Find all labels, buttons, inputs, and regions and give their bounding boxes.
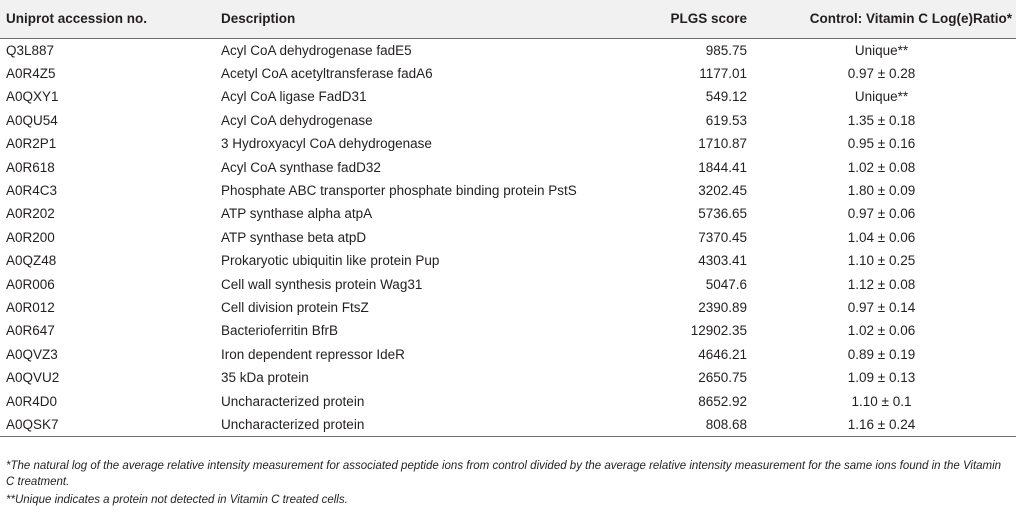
cell-accession: A0R647 — [6, 323, 55, 339]
cell-accession: A0R618 — [6, 159, 55, 175]
cell-plgs-score: 619.53 — [705, 112, 747, 128]
cell-description: Cell division protein FtsZ — [221, 299, 369, 315]
table-row — [0, 132, 1016, 155]
cell-description: Uncharacterized protein — [221, 393, 365, 409]
table-row — [0, 179, 1016, 202]
table-row — [0, 319, 1016, 342]
table-row — [0, 296, 1016, 319]
cell-description: Cell wall synthesis protein Wag31 — [221, 276, 423, 292]
cell-description: ATP synthase beta atpD — [221, 229, 367, 245]
cell-log-ratio: Unique** — [854, 89, 909, 105]
cell-accession: A0QU54 — [6, 112, 58, 128]
cell-description: 35 kDa protein — [221, 370, 309, 386]
table-row — [0, 343, 1016, 366]
cell-description: Bacterioferritin BfrB — [221, 323, 339, 339]
cell-accession: A0R200 — [6, 229, 55, 245]
cell-log-ratio: 1.02 ± 0.08 — [847, 159, 916, 175]
cell-log-ratio: 1.10 ± 0.1 — [851, 393, 912, 409]
cell-plgs-score: 1710.87 — [698, 136, 747, 152]
cell-log-ratio: 1.04 ± 0.06 — [847, 229, 916, 245]
cell-plgs-score: 2650.75 — [698, 370, 747, 386]
cell-plgs-score: 808.68 — [664, 413, 747, 437]
cell-plgs-score: 5736.65 — [698, 206, 747, 222]
footnote-unique: **Unique indicates a protein not detected in Vitamin C treated cells. — [6, 494, 348, 506]
cell-plgs-score: 7370.45 — [698, 229, 747, 245]
cell-plgs-score: 4303.41 — [698, 253, 747, 269]
table-row — [0, 109, 1016, 132]
cell-plgs-score: 8652.92 — [698, 393, 747, 409]
cell-log-ratio: 1.12 ± 0.08 — [847, 276, 916, 292]
cell-description: Acyl CoA dehydrogenase fadE5 — [221, 42, 412, 58]
cell-plgs-score: 12902.35 — [690, 323, 747, 339]
cell-plgs-score: 5047.6 — [705, 276, 747, 292]
table-row — [0, 202, 1016, 225]
cell-accession: A0QVZ3 — [6, 346, 58, 362]
cell-accession: A0QVU2 — [6, 370, 60, 386]
cell-description: Iron dependent repressor IdeR — [221, 346, 405, 362]
cell-plgs-score: 3202.45 — [698, 182, 747, 198]
cell-plgs-score: 985.75 — [705, 42, 747, 58]
table-row — [0, 249, 1016, 272]
cell-plgs-score: 1177.01 — [699, 65, 747, 81]
table-row — [0, 226, 1016, 249]
cell-accession: A0R4Z5 — [6, 65, 56, 81]
cell-plgs-score: 549.12 — [705, 89, 747, 105]
cell-log-ratio: 1.09 ± 0.13 — [847, 370, 916, 386]
cell-log-ratio: 0.97 ± 0.06 — [847, 206, 916, 222]
cell-accession: A0R012 — [6, 299, 55, 315]
cell-accession: A0QXY1 — [6, 89, 59, 105]
cell-description: Acyl CoA ligase FadD31 — [221, 89, 367, 105]
table-row — [0, 38, 1016, 62]
header-description: Description — [221, 0, 664, 38]
header-log-ratio: Control: Vitamin C Log(e)Ratio* — [747, 0, 1016, 38]
table-row — [0, 413, 1016, 437]
cell-log-ratio: 1.35 ± 0.18 — [847, 112, 916, 128]
cell-log-ratio: 0.97 ± 0.28 — [847, 65, 916, 81]
table-row — [0, 366, 1016, 389]
header-accession: Uniprot accession no. — [0, 0, 221, 38]
cell-log-ratio: 1.80 ± 0.09 — [847, 182, 916, 198]
cell-accession: Q3L887 — [6, 42, 55, 58]
cell-accession: A0R4D0 — [6, 393, 58, 409]
cell-description: Phosphate ABC transporter phosphate binding protein PstS — [221, 182, 577, 198]
cell-accession: A0R2P1 — [6, 136, 57, 152]
cell-plgs-score: 4646.21 — [698, 346, 747, 362]
table-row — [0, 85, 1016, 108]
cell-description: Prokaryotic ubiquitin like protein Pup — [221, 253, 440, 269]
cell-log-ratio: 0.97 ± 0.14 — [847, 299, 916, 315]
cell-description: ATP synthase alpha atpA — [221, 206, 373, 222]
cell-description: Acetyl CoA acetyltransferase fadA6 — [221, 65, 433, 81]
cell-accession: A0R4C3 — [6, 182, 58, 198]
cell-log-ratio: 0.89 ± 0.19 — [847, 346, 916, 362]
cell-log-ratio: 1.02 ± 0.06 — [847, 323, 916, 339]
cell-log-ratio: 0.95 ± 0.16 — [847, 136, 916, 152]
table-row — [0, 390, 1016, 413]
table-row — [0, 156, 1016, 179]
cell-log-ratio: 1.10 ± 0.25 — [847, 253, 916, 269]
cell-accession: A0R202 — [6, 206, 55, 222]
cell-accession: A0QSK7 — [0, 413, 221, 437]
cell-log-ratio: 1.16 ± 0.24 — [747, 413, 1016, 437]
table-header-row — [0, 0, 1016, 38]
cell-description: Uncharacterized protein — [221, 413, 664, 437]
cell-description: Acyl CoA synthase fadD32 — [221, 159, 381, 175]
table-footnotes — [6, 458, 1011, 510]
cell-log-ratio: Unique** — [854, 42, 909, 58]
table-row — [0, 62, 1016, 85]
cell-accession: A0R006 — [6, 276, 55, 292]
cell-description: Acyl CoA dehydrogenase — [221, 112, 373, 128]
cell-description: 3 Hydroxyacyl CoA dehydrogenase — [221, 136, 432, 152]
cell-plgs-score: 1844.41 — [698, 159, 747, 175]
table-body — [0, 38, 1016, 437]
cell-accession: A0QZ48 — [6, 253, 57, 269]
header-plgs-score: PLGS score — [664, 0, 747, 38]
cell-plgs-score: 2390.89 — [698, 299, 747, 315]
footnote-log-ratio: *The natural log of the average relative intensity measurement for associated peptide ions from control divided by the average relative intensity measurement for the same ions found in the Vitamin C treatment. — [6, 460, 1002, 488]
table-row — [0, 273, 1016, 296]
